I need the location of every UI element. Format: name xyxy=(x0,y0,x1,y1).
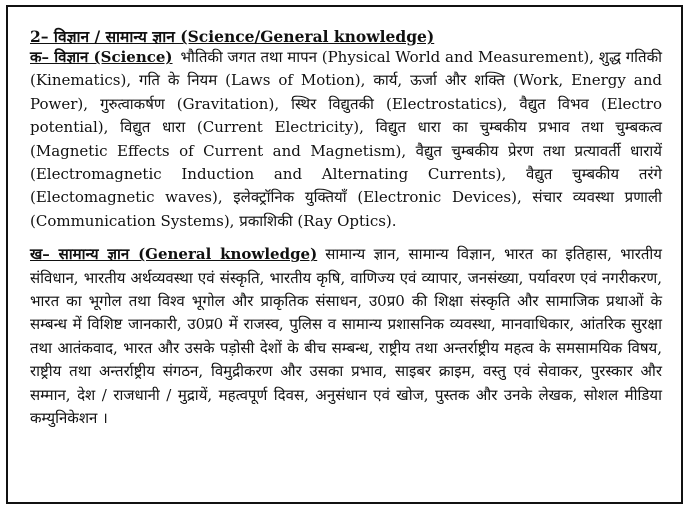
science-topics: भौतिकी जगत तथा मापन (Physical World and Measurement), शुद्ध गतिकी (Kinematics), गति के नियम (Laws of Motion), कार्य, ऊर्जा और शक्ति (Work, Energy and Power), गुरुत्वाकर्षण (Gravitation), स्थिर विद्युतकी (Electrostatics), वैद्युत विभव (Electro potential), विद्युत धारा (Current Electricity), विद्युत धारा का चुम्बकीय प्रभाव तथा चुम्बकत्व (Magnetic Effects of Current and Magnetism), वैद्युत चुम्बकीय प्रेरण तथा प्रत्यावर्ती धारायें (Electromagnetic Induction and Alternating Currents), वैद्युत चुम्बकीय तरंगे (Electomagnetic waves), इलेक्ट्रॉनिक युक्तियॉं (Electronic Devices), संचार व्यवस्था प्रणाली (Communication Systems), प्रकाशिकी (Ray Optics). xyxy=(30,48,662,230)
syllabus-content xyxy=(30,27,662,431)
general-knowledge-topics: सामान्य ज्ञान, सामान्य विज्ञान, भारत का इतिहास, भारतीय संविधान, भारतीय अर्थव्यवस्था एवं संस्कृति, भारतीय कृषि, वाणिज्य एवं व्यापार, जनसंख्या, पर्यावरण एवं नगरीकरण, भारत का भूगोल तथा विश्व भूगोल और प्राकृतिक संसाधन, उ0प्र0 की शिक्षा संस्कृति और सामाजिक प्रथाओं के सम्बन्ध में विशिष्ट जानकारी, उ0प्र0 में राजस्व, पुलिस व सामान्य प्रशासनिक व्यवस्था, मानवाधिकार, आंतरिक सुरक्षा तथा आतंकवाद, भारत और उसके पड़ोसी देशों के बीच सम्बन्ध, राष्ट्रीय तथा अन्तर्राष्ट्रीय महत्व के समसामयिक विषय, राष्ट्रीय तथा अन्तर्राष्ट्रीय संगठन, विमुद्रीकरण और उसका प्रभाव, साइबर क्राइम, वस्तु एवं सेवाकर, पुरस्कार और सम्मान, देश / राजधानी / मुद्रायें, महत्वपूर्ण दिवस, अनुसंधान एवं खोज, पुस्तक और उनके लेखक, सोशल मीडिया कम्युनिकेशन । xyxy=(30,245,662,428)
paragraph-spacer xyxy=(30,233,662,243)
general-knowledge-subheading: ख– सामान्य ज्ञान (General knowledge) xyxy=(30,245,318,264)
science-paragraph xyxy=(30,46,662,233)
general-knowledge-paragraph xyxy=(30,243,662,430)
section-heading: 2– विज्ञान / सामान्य ज्ञान (Science/General knowledge) xyxy=(30,27,435,46)
syllabus-page xyxy=(6,5,683,504)
science-subheading: क– विज्ञान (Science) xyxy=(30,48,173,66)
